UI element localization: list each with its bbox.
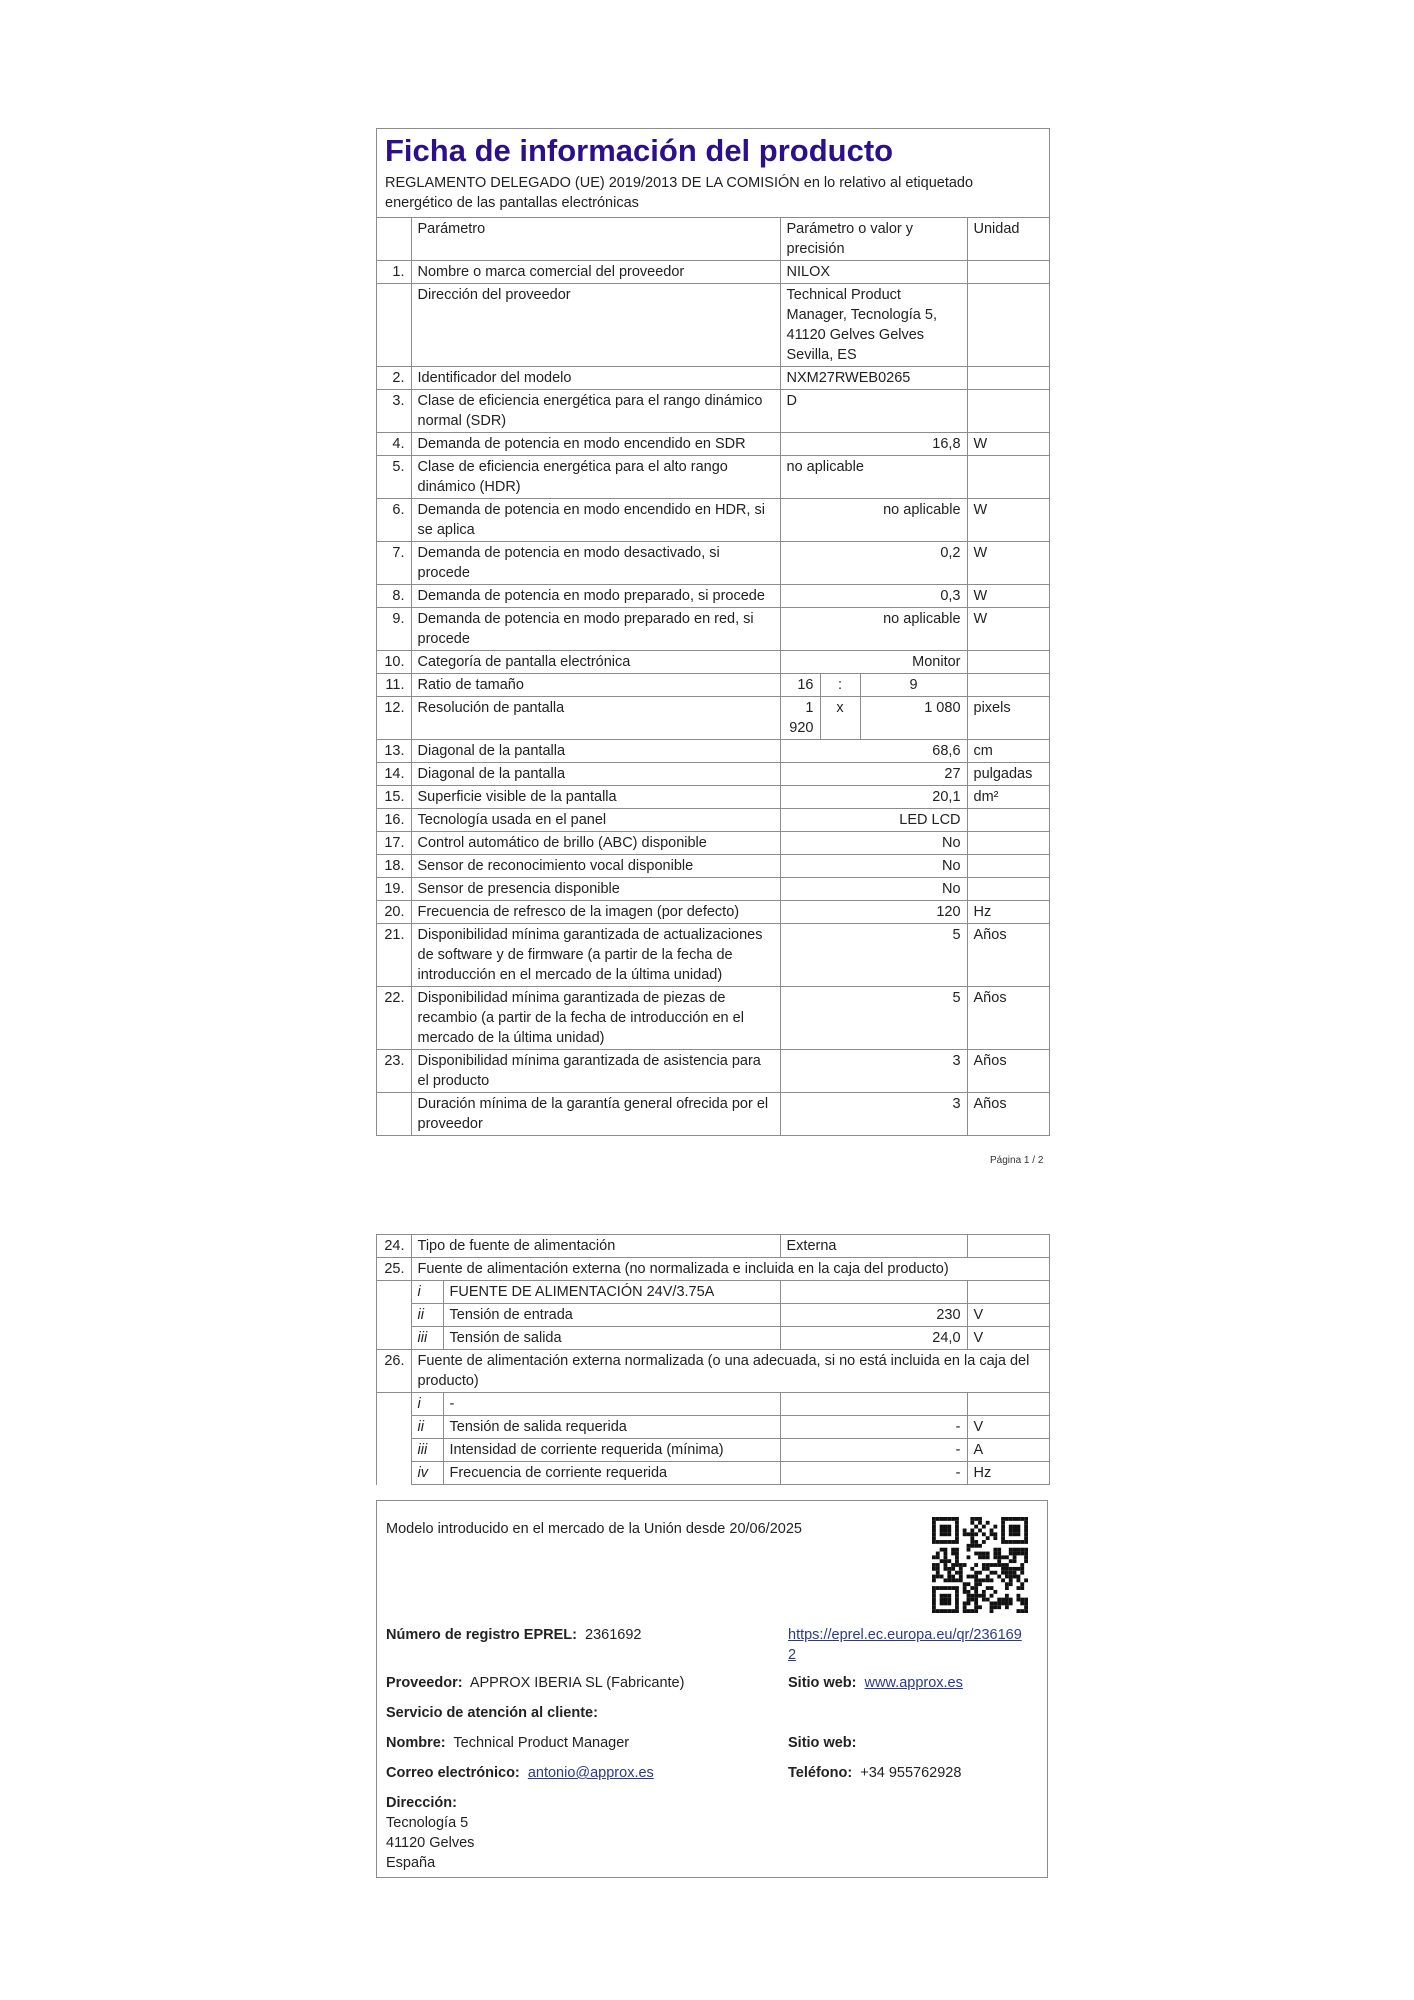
phone-value: +34 955762928 (860, 1765, 962, 1781)
parameter-name: Disponibilidad mínima garantizada de asistencia para el producto (411, 1050, 780, 1093)
eprel-number: 2361692 (585, 1627, 642, 1643)
parameter-unit (967, 284, 1049, 367)
parameter-value: 27 (780, 763, 967, 786)
table-row (377, 367, 1049, 390)
parameter-value: 24,0 (780, 1327, 967, 1350)
supplier-label: Proveedor: (386, 1675, 463, 1691)
parameter-value: NILOX (780, 261, 967, 284)
parameter-value: No (780, 832, 967, 855)
qr-code-icon[interactable] (932, 1517, 1028, 1613)
table-row (377, 987, 1049, 1050)
parameter-unit: Hz (967, 901, 1049, 924)
row-number: 23. (377, 1050, 411, 1093)
parameter-unit: cm (967, 740, 1049, 763)
table-row (377, 433, 1049, 456)
row-number: 11. (377, 674, 411, 697)
parameter-name: Superficie visible de la pantalla (411, 786, 780, 809)
row-number: 10. (377, 651, 411, 674)
market-date-text: Modelo introducido en el mercado de la Unión desde 20/06/2025 (386, 1521, 802, 1537)
parameter-name: Ratio de tamaño (411, 674, 780, 697)
contact-name-label: Nombre: (386, 1735, 446, 1751)
row-number: 16. (377, 809, 411, 832)
parameter-name: Clase de eficiencia energética para el alto rango dinámico (HDR) (411, 456, 780, 499)
website-link[interactable]: www.approx.es (864, 1675, 963, 1691)
parameter-value: 5 (780, 924, 967, 987)
parameter-unit: W (967, 542, 1049, 585)
parameter-unit: V (967, 1327, 1049, 1350)
row-number: 12. (377, 697, 411, 740)
table-row (377, 1093, 1049, 1136)
parameter-unit: A (967, 1439, 1049, 1462)
parameter-name: Fuente de alimentación externa normalizada (o una adecuada, si no está incluida en la caja del producto) (411, 1350, 1049, 1393)
parameter-name: Frecuencia de corriente requerida (443, 1462, 780, 1485)
parameter-unit (967, 855, 1049, 878)
website-label: Sitio web: (788, 1675, 857, 1691)
parameter-unit (967, 390, 1049, 433)
header-value: Parámetro o valor y precisión (780, 218, 967, 261)
table-row (377, 832, 1049, 855)
parameter-unit: V (967, 1304, 1049, 1327)
parameter-unit: Años (967, 987, 1049, 1050)
sub-index: iv (411, 1462, 443, 1485)
power-supply-table (377, 1235, 1049, 1485)
table-row (377, 809, 1049, 832)
row-number: 9. (377, 608, 411, 651)
table-row: 25. Fuente de alimentación externa (no normalizada e incluida en la caja del producto) (377, 1258, 1049, 1281)
table-row (377, 390, 1049, 433)
parameter-name: Demanda de potencia en modo preparado en red, si procede (411, 608, 780, 651)
table-row (377, 261, 1049, 284)
row-number: 22. (377, 987, 411, 1050)
parameter-unit: W (967, 608, 1049, 651)
parameter-name: Demanda de potencia en modo preparado, si procede (411, 585, 780, 608)
parameter-name: Duración mínima de la garantía general ofrecida por el proveedor (411, 1093, 780, 1136)
table-row (377, 1439, 1049, 1462)
parameter-unit: Años (967, 924, 1049, 987)
parameter-unit: V (967, 1416, 1049, 1439)
page-number: Página 1 / 2 (990, 1155, 1044, 1166)
table-row (377, 1304, 1049, 1327)
parameter-unit: W (967, 585, 1049, 608)
parameter-value: no aplicable (780, 456, 967, 499)
parameter-unit (967, 651, 1049, 674)
parameter-value: D (780, 390, 967, 433)
parameters-table (377, 217, 1049, 1135)
parameter-name: Tensión de entrada (443, 1304, 780, 1327)
table-row (377, 786, 1049, 809)
parameter-unit (967, 1393, 1049, 1416)
parameter-value: NXM27RWEB0265 (780, 367, 967, 390)
parameter-value: 16,8 (780, 433, 967, 456)
parameter-name: Frecuencia de refresco de la imagen (por defecto) (411, 901, 780, 924)
table-row (377, 924, 1049, 987)
parameter-name: Clase de eficiencia energética para el rango dinámico normal (SDR) (411, 390, 780, 433)
parameter-value: 5 (780, 987, 967, 1050)
sub-index: iii (411, 1327, 443, 1350)
phone-label: Teléfono: (788, 1765, 853, 1781)
sub-index: ii (411, 1416, 443, 1439)
parameter-value: 68,6 (780, 740, 967, 763)
regulation-subtitle: REGLAMENTO DELEGADO (UE) 2019/2013 DE LA COMISIÓN en lo relativo al etiquetado energético de las pantallas electrónicas (385, 175, 974, 211)
parameter-name: Sensor de reconocimiento vocal disponible (411, 855, 780, 878)
row-number: 3. (377, 390, 411, 433)
row-number: 4. (377, 433, 411, 456)
table-row (377, 1462, 1049, 1485)
row-number: 13. (377, 740, 411, 763)
table-row (377, 1327, 1049, 1350)
parameter-value: No (780, 855, 967, 878)
header-unit: Unidad (967, 218, 1049, 261)
parameter-name: FUENTE DE ALIMENTACIÓN 24V/3.75A (443, 1281, 780, 1304)
parameter-name: Tensión de salida requerida (443, 1416, 780, 1439)
row-number: 19. (377, 878, 411, 901)
power-supply-section (376, 1234, 1050, 1485)
parameter-unit (967, 878, 1049, 901)
table-row (377, 901, 1049, 924)
parameter-unit: W (967, 433, 1049, 456)
sub-index: i (411, 1393, 443, 1416)
row-number: 21. (377, 924, 411, 987)
resolution-height: 1 080 (860, 697, 967, 740)
address-line: Tecnología 5 (386, 1815, 469, 1831)
parameter-value: Monitor (780, 651, 967, 674)
parameter-value: - (780, 1439, 967, 1462)
row-number: 26. (377, 1350, 411, 1393)
registry-info-box (376, 1500, 1048, 1878)
parameter-unit (967, 456, 1049, 499)
address-line: España (386, 1855, 436, 1871)
parameter-unit: Años (967, 1093, 1049, 1136)
parameter-unit (967, 832, 1049, 855)
parameter-name: Tecnología usada en el panel (411, 809, 780, 832)
parameter-value (780, 1393, 967, 1416)
parameter-value: No (780, 878, 967, 901)
eprel-link[interactable]: https://eprel.ec.europa.eu/qr/2361692 (788, 1627, 1022, 1663)
row-number: 6. (377, 499, 411, 542)
resolution-separator: x (820, 697, 860, 740)
parameter-name: Demanda de potencia en modo encendido en HDR, si se aplica (411, 499, 780, 542)
row-number: 2. (377, 367, 411, 390)
parameter-value: no aplicable (780, 499, 967, 542)
row-number: 17. (377, 832, 411, 855)
sub-index: i (411, 1281, 443, 1304)
aspect-ratio-row (377, 674, 1049, 697)
resolution-row (377, 697, 1049, 740)
row-number: 7. (377, 542, 411, 585)
parameter-name: Demanda de potencia en modo encendido en SDR (411, 433, 780, 456)
service-website-label: Sitio web: (788, 1735, 857, 1751)
parameter-name: Diagonal de la pantalla (411, 740, 780, 763)
parameter-unit (967, 1281, 1049, 1304)
table-row: 24. Tipo de fuente de alimentación Externa (377, 1235, 1049, 1258)
table-row (377, 1281, 1049, 1304)
parameter-name: Diagonal de la pantalla (411, 763, 780, 786)
table-row (377, 740, 1049, 763)
product-info-sheet (376, 128, 1050, 1136)
parameter-value: Technical Product Manager, Tecnología 5, 41120 Gelves Gelves Sevilla, ES (780, 284, 967, 367)
parameter-name: Sensor de presencia disponible (411, 878, 780, 901)
parameter-value: 0,3 (780, 585, 967, 608)
table-row (377, 763, 1049, 786)
table-row (377, 608, 1049, 651)
table-row (377, 1350, 1049, 1393)
header-param: Parámetro (411, 218, 780, 261)
parameter-unit: pixels (967, 697, 1049, 740)
parameter-unit: Años (967, 1050, 1049, 1093)
parameter-value: - (780, 1416, 967, 1439)
ratio-width: 16 (780, 674, 820, 697)
table-row (377, 456, 1049, 499)
sub-index: iii (411, 1439, 443, 1462)
parameter-name: Disponibilidad mínima garantizada de actualizaciones de software y de firmware (a partir de la fecha de introducción en el mercado de la última unidad) (411, 924, 780, 987)
parameter-unit (967, 367, 1049, 390)
parameter-value: 120 (780, 901, 967, 924)
table-row (377, 1416, 1049, 1439)
address-block (386, 1793, 474, 1873)
eprel-label: Número de registro EPREL: (386, 1627, 577, 1643)
customer-service-label: Servicio de atención al cliente: (386, 1705, 598, 1721)
parameter-unit: W (967, 499, 1049, 542)
table-row (377, 1050, 1049, 1093)
table-row (377, 651, 1049, 674)
resolution-width: 1 920 (780, 697, 820, 740)
parameter-unit: pulgadas (967, 763, 1049, 786)
row-number: 5. (377, 456, 411, 499)
table-row (377, 855, 1049, 878)
parameter-name: Disponibilidad mínima garantizada de piezas de recambio (a partir de la fecha de introducción en el mercado de la última unidad) (411, 987, 780, 1050)
parameter-value: 230 (780, 1304, 967, 1327)
contact-name-value: Technical Product Manager (453, 1735, 630, 1751)
parameter-name: Demanda de potencia en modo desactivado, si procede (411, 542, 780, 585)
email-link[interactable]: antonio@approx.es (527, 1765, 654, 1781)
address-label: Dirección: (386, 1795, 457, 1811)
parameter-unit (967, 809, 1049, 832)
parameter-name: Categoría de pantalla electrónica (411, 651, 780, 674)
parameter-name: Tensión de salida (443, 1327, 780, 1350)
parameter-name: Dirección del proveedor (411, 284, 780, 367)
table-row (377, 542, 1049, 585)
parameter-value: LED LCD (780, 809, 967, 832)
row-number: 20. (377, 901, 411, 924)
ratio-height: 9 (860, 674, 967, 697)
address-line: 41120 Gelves (386, 1835, 475, 1851)
row-number: 15. (377, 786, 411, 809)
row-number: 14. (377, 763, 411, 786)
parameter-unit: Hz (967, 1462, 1049, 1485)
parameter-name: - (443, 1393, 780, 1416)
parameter-unit: dm² (967, 786, 1049, 809)
supplier-value: APPROX IBERIA SL (Fabricante) (469, 1675, 685, 1691)
parameter-name: Nombre o marca comercial del proveedor (411, 261, 780, 284)
table-row (377, 284, 1049, 367)
table-row (377, 878, 1049, 901)
parameter-name: Identificador del modelo (411, 367, 780, 390)
parameter-value (780, 1281, 967, 1304)
row-number: 1. (377, 261, 411, 284)
table-row (377, 499, 1049, 542)
parameter-value: 3 (780, 1050, 967, 1093)
parameter-value: - (780, 1462, 967, 1485)
parameter-value: no aplicable (780, 608, 967, 651)
sheet-title: Ficha de información del producto (385, 133, 894, 168)
parameter-unit (967, 674, 1049, 697)
table-row (377, 1393, 1049, 1416)
sub-index: ii (411, 1304, 443, 1327)
parameter-name: Intensidad de corriente requerida (mínima) (443, 1439, 780, 1462)
table-header-row (377, 218, 1049, 261)
parameter-name: Control automático de brillo (ABC) disponible (411, 832, 780, 855)
row-number: 8. (377, 585, 411, 608)
row-number: 18. (377, 855, 411, 878)
ratio-separator: : (820, 674, 860, 697)
row-number (377, 1093, 411, 1136)
parameter-name: Resolución de pantalla (411, 697, 780, 740)
parameter-value: 20,1 (780, 786, 967, 809)
parameter-unit (967, 261, 1049, 284)
email-label: Correo electrónico: (386, 1765, 520, 1781)
parameter-value: 0,2 (780, 542, 967, 585)
row-number (377, 284, 411, 367)
table-row (377, 585, 1049, 608)
parameter-value: 3 (780, 1093, 967, 1136)
